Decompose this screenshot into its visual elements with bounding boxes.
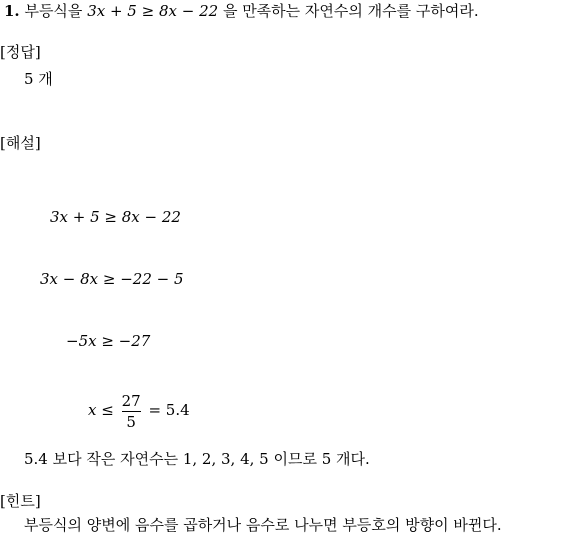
answer-value: 5 개 bbox=[24, 70, 53, 88]
problem-text-before: 부등식을 bbox=[24, 2, 83, 20]
final-rhs: = 5.4 bbox=[148, 401, 190, 419]
solution-step-2: 3x − 8x ≥ −22 − 5 bbox=[40, 270, 184, 288]
fraction-numerator: 27 bbox=[121, 391, 141, 410]
problem-line bbox=[4, 2, 479, 20]
solution-conclusion: 5.4 보다 작은 자연수는 1, 2, 3, 4, 5 이므로 5 개다. bbox=[24, 450, 370, 468]
final-lhs: x ≤ bbox=[88, 401, 114, 419]
fraction bbox=[122, 393, 141, 430]
hint-label: [힌트] bbox=[0, 492, 41, 510]
problem-number: 1. bbox=[4, 2, 20, 20]
solution-step-3: −5x ≥ −27 bbox=[66, 332, 151, 350]
solution-step-1: 3x + 5 ≥ 8x − 22 bbox=[50, 208, 181, 226]
answer-label: [정답] bbox=[0, 43, 41, 61]
fraction-bar bbox=[122, 411, 141, 412]
solution-final-step bbox=[88, 384, 190, 436]
solution-label: [해설] bbox=[0, 134, 41, 152]
problem-inequality: 3x + 5 ≥ 8x − 22 bbox=[87, 2, 219, 20]
hint-text: 부등식의 양변에 음수를 곱하거나 음수로 나누면 부등호의 방향이 바뀐다. bbox=[24, 516, 502, 534]
problem-text-after: 을 만족하는 자연수의 개수를 구하여라. bbox=[222, 2, 479, 20]
fraction-denominator: 5 bbox=[126, 412, 136, 431]
